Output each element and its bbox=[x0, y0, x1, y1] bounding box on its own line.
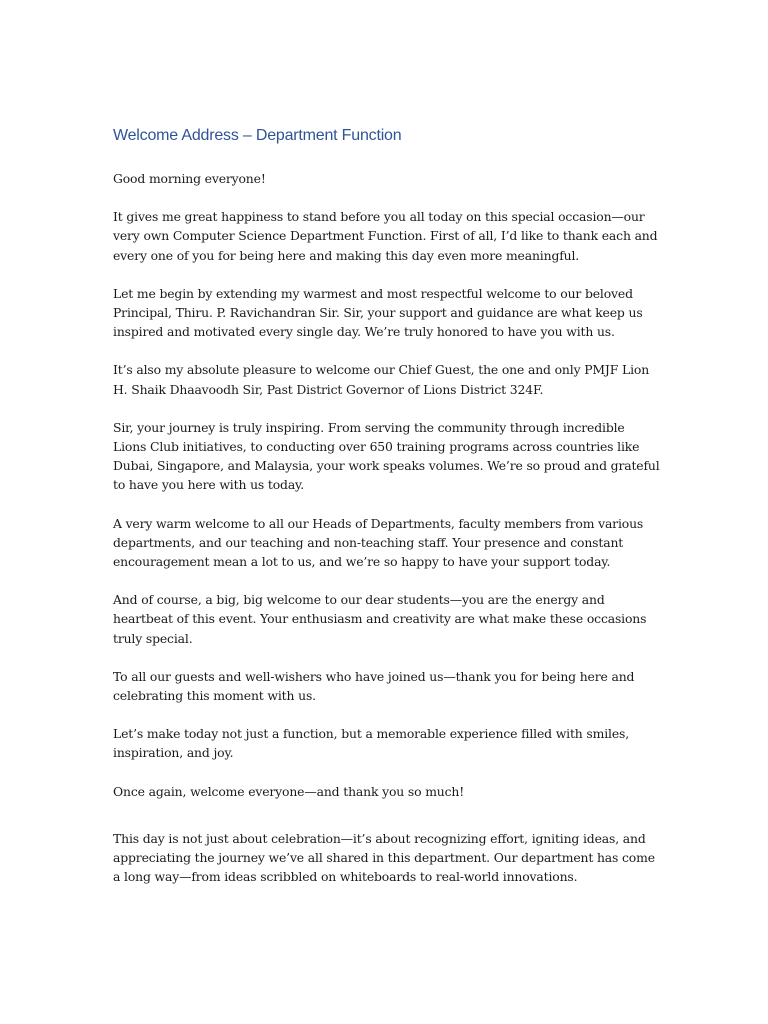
paragraph-students-welcome: And of course, a big, big welcome to our dear students—you are the energy and heartbeat of this event. Your enthusiasm and creativity are what make these occasions truly special. bbox=[113, 592, 647, 646]
paragraph-introduction: It gives me great happiness to stand before you all today on this special occasion—our very own Computer Science Department Function. First of all, I’d like to thank each and every one of you for being here and making this day even more meaningful. bbox=[113, 209, 658, 263]
paragraph-thank-you: Once again, welcome everyone—and thank you so much! bbox=[113, 783, 465, 799]
paragraph-chief-guest-journey: Sir, your journey is truly inspiring. From serving the community through incredible Lions Club initiatives, to conducting over 650 training programs across countries like Dubai, Singapore, and Malaysia, your work speaks volumes. We’re so proud and grateful to have you here with us today. bbox=[113, 419, 660, 493]
paragraph-principal-welcome: Let me begin by extending my warmest and most respectful welcome to our beloved Principal, Thiru. P. Ravichandran Sir. Sir, your support and guidance are what keep us inspired and motivated every single day. We’re truly honored to have you with us. bbox=[113, 285, 643, 340]
paragraph-memorable-day: Let’s make today not just a function, but a memorable experience filled with smiles, inspiration, and joy. bbox=[113, 726, 630, 761]
paragraph-celebration: This day is not just about celebration—it’s about recognizing effort, igniting ideas, and appreciating the journey we’ve all shared in this department. Our department has come a long way—from ideas scribbled on whiteboards to real-world innovations. bbox=[113, 830, 655, 885]
document-body bbox=[113, 125, 661, 905]
paragraph-guests-welcome: To all our guests and well-wishers who have joined us—thank you for being here and celebrating this moment with us. bbox=[113, 668, 635, 704]
paragraph-chief-guest-welcome: It’s also my absolute pleasure to welcome our Chief Guest, the one and only PMJF Lion H. Shaik Dhaavoodh Sir, Past District Governor of Lions District 324F. bbox=[113, 362, 650, 397]
paragraph-staff-welcome: A very warm welcome to all our Heads of Departments, faculty members from various departments, and our teaching and non-teaching staff. Your presence and constant encouragement mean a lot to us, and we’re so happy to have your support today. bbox=[113, 515, 644, 570]
document-title: Welcome Address – Department Function bbox=[113, 127, 402, 144]
paragraph-greeting: Good morning everyone! bbox=[113, 171, 266, 186]
